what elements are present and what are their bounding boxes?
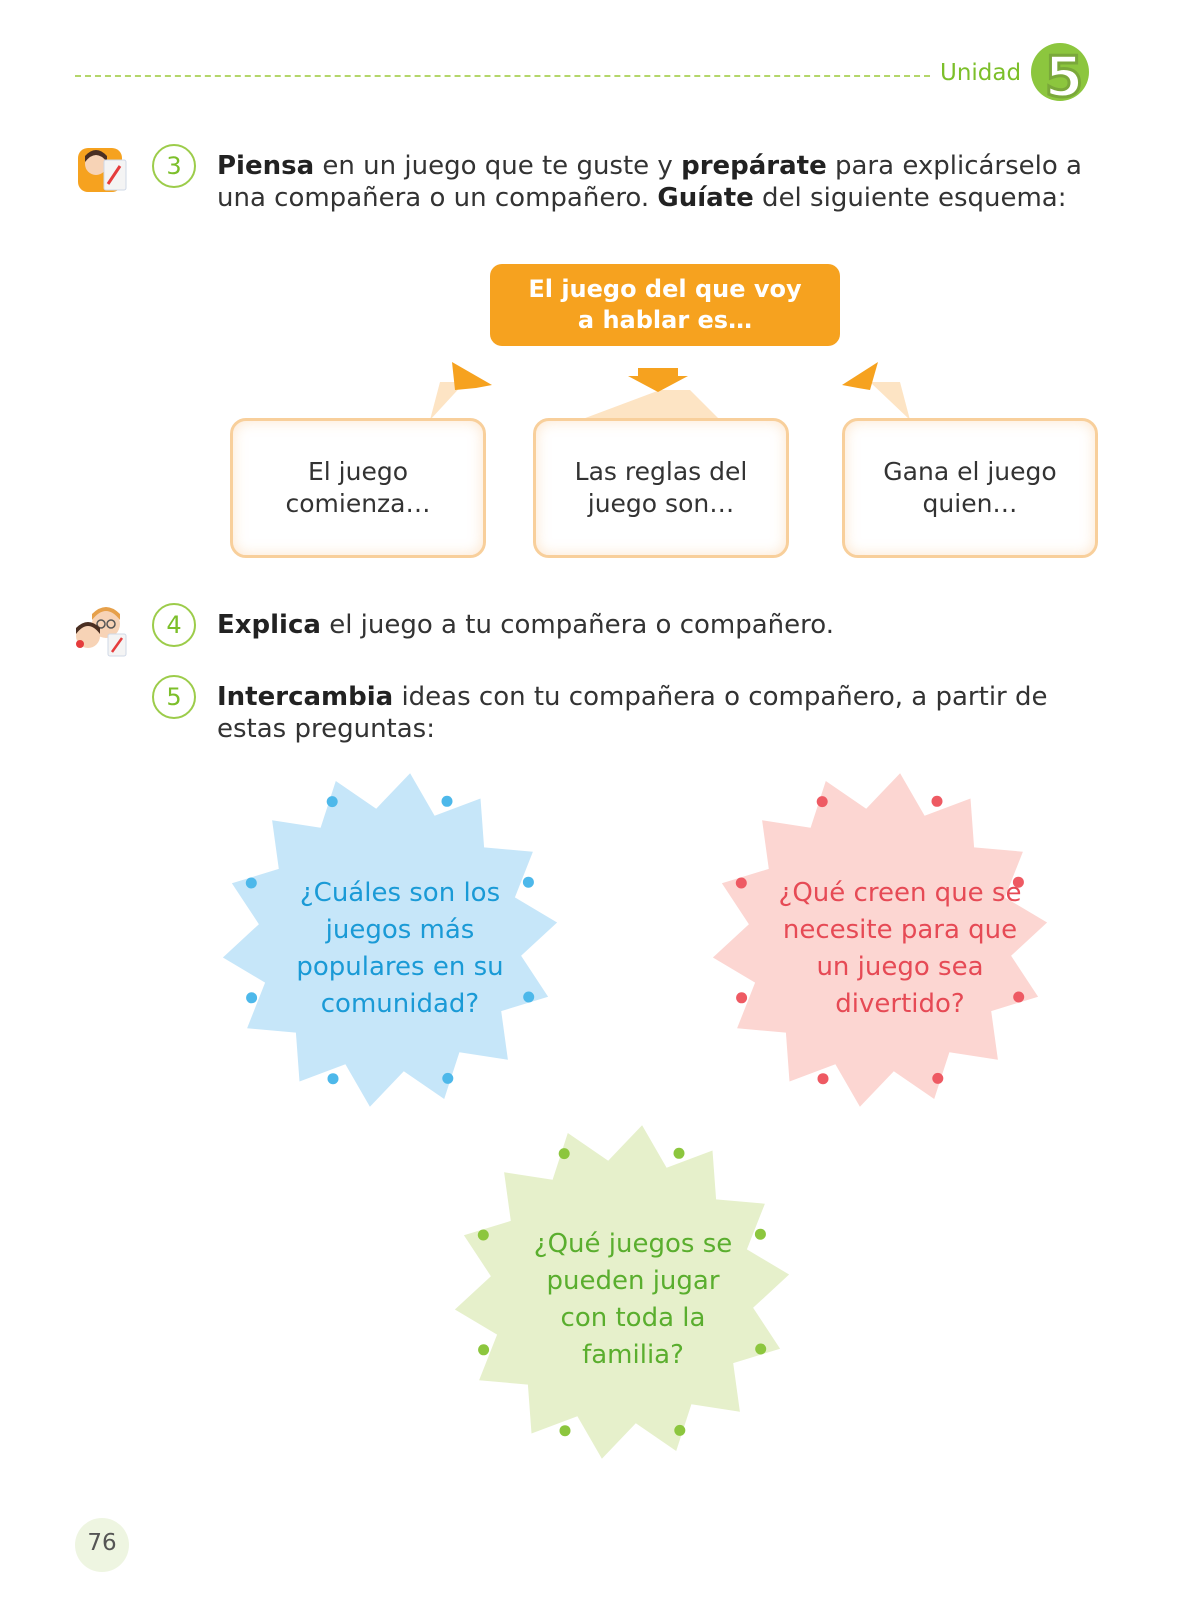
question-family-text: ¿Qué juegos se pueden jugar con toda la familia? [533, 1229, 733, 1370]
activity-number-3: 3 [152, 144, 196, 188]
instruction-part: Guíate [657, 183, 754, 213]
burst-dot [560, 1425, 571, 1436]
instruction-part: del siguiente esquema: [753, 183, 1067, 213]
question-community-text: ¿Cuáles son los juegos más populares en su comunidad? [296, 878, 504, 1019]
burst-dot [442, 796, 453, 807]
diagram-branch-winner [842, 418, 1098, 558]
burst-dot [246, 878, 257, 889]
diagram-top-box [490, 264, 840, 346]
instruction-part: ideas con tu compañera o compañero, a partir de estas preguntas: [217, 682, 1048, 744]
instruction-part: Piensa [217, 151, 315, 181]
burst-dot [478, 1230, 489, 1241]
diagram-top-text: El juego del que voy a hablar es… [528, 275, 802, 334]
burst-dot [327, 796, 338, 807]
burst-dot [932, 796, 943, 807]
instruction-part: Intercambia [217, 682, 394, 712]
burst-dot [523, 877, 534, 888]
activity-number-5: 5 [152, 675, 196, 719]
instruction-part: prepárate [681, 151, 827, 181]
header-divider [75, 75, 930, 77]
instruction-part: el juego a tu compañera o compañero. [320, 610, 834, 640]
unit-badge [1030, 38, 1096, 108]
burst-dot [818, 1073, 829, 1084]
burst-dot [736, 992, 747, 1003]
burst-dot [817, 796, 828, 807]
activity-3-instruction [217, 150, 1097, 214]
pair-students-icon [70, 600, 128, 654]
instruction-part: en un juego que te guste y [314, 151, 682, 181]
instruction-part: Explica [217, 610, 321, 640]
branch-start-text: El juego comienza… [285, 457, 431, 518]
burst-dot [328, 1073, 339, 1084]
burst-dot [755, 1344, 766, 1355]
svg-text:5: 5 [1044, 45, 1084, 108]
branch-winner-text: Gana el juego quien… [883, 457, 1057, 518]
burst-dot [755, 1229, 766, 1240]
burst-dot [932, 1073, 943, 1084]
question-fun-text: ¿Qué creen que se necesite para que un juego sea divertido? [778, 878, 1022, 1019]
diagram-branch-start [230, 418, 486, 558]
burst-dot [736, 878, 747, 889]
page-number: 76 [87, 1530, 117, 1556]
activity-4-instruction [217, 609, 1097, 641]
activity-number-4: 4 [152, 603, 196, 647]
burst-dot [523, 992, 534, 1003]
burst-dot [442, 1073, 453, 1084]
branch-rules-text: Las reglas del juego son… [574, 457, 748, 518]
diagram-branch-rules [533, 418, 789, 558]
burst-dot [478, 1344, 489, 1355]
burst-dot [559, 1148, 570, 1159]
burst-dot [674, 1148, 685, 1159]
burst-dot [674, 1425, 685, 1436]
burst-dot [246, 992, 257, 1003]
activity-5-instruction [217, 681, 1077, 745]
instruction-part: para explicárselo a una compañera o un compañero. [217, 151, 1082, 213]
girl-writing-icon [74, 142, 132, 196]
unit-label: Unidad [940, 60, 1022, 86]
